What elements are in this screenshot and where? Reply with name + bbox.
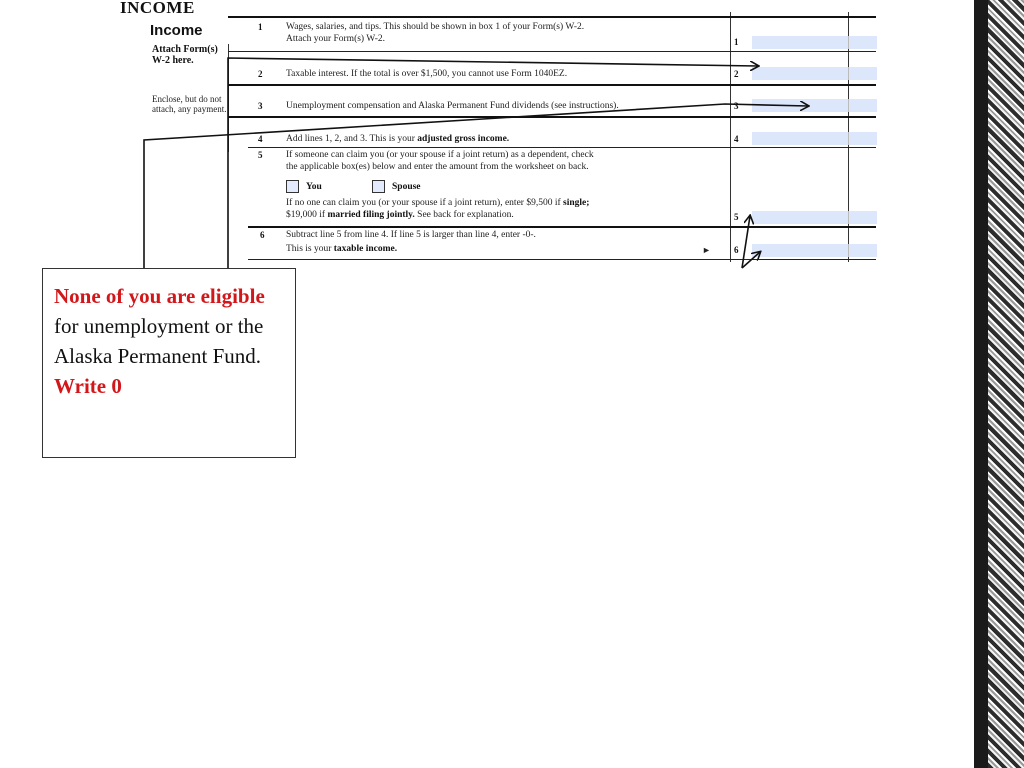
callout-red-tail: Write 0 — [54, 374, 122, 398]
line-4-number: 4 — [258, 134, 263, 144]
line-4-text-a: Add lines 1, 2, and 3. This is your — [286, 134, 415, 144]
line-5-text-3a: If no one can claim you (or your spouse if a joint return), enter $9,500 if — [286, 198, 561, 208]
callout-body: for unemployment or the Alaska Permanent Fund. — [54, 314, 264, 368]
arrow-to-line-5 — [742, 216, 750, 268]
arrow-to-line-3 — [144, 104, 808, 270]
line-5-box-number: 5 — [734, 212, 739, 222]
line-5-text-2: the applicable box(es) below and enter the amount from the worksheet on back. — [286, 162, 589, 172]
line-1-number: 1 — [258, 22, 263, 32]
line-4-text-bold: adjusted gross income. — [417, 134, 510, 144]
line-1-box-number: 1 — [734, 37, 739, 47]
line-6-text-1: Subtract line 5 from line 4. If line 5 is larger than line 4, enter -0-. — [286, 230, 536, 240]
line-3-number: 3 — [258, 101, 263, 111]
line-6-box-number: 6 — [734, 245, 739, 255]
line-5-text-1: If someone can claim you (or your spouse if a joint return) as a dependent, check — [286, 150, 594, 160]
slide-edge-shadow — [974, 0, 988, 768]
line-5-single: single; — [563, 198, 590, 208]
line-6-number: 6 — [260, 230, 265, 240]
line-2-box-number: 2 — [734, 69, 739, 79]
line-6-arrow-icon: ► — [702, 245, 711, 255]
line-5-number: 5 — [258, 150, 263, 160]
line-5-text-4c: See back for explanation. — [417, 210, 514, 220]
checkbox-spouse-label: Spouse — [392, 182, 421, 192]
line-6-text-2a: This is your — [286, 244, 332, 254]
line-1-text: Wages, salaries, and tips. This should be shown in box 1 of your Form(s) W-2. — [286, 22, 585, 32]
line-6-taxable-income: taxable income. — [333, 244, 398, 254]
line-2-number: 2 — [258, 69, 263, 79]
line-5-text-4a: $19,000 if — [286, 210, 326, 220]
line-5-married: married filing jointly. — [327, 210, 415, 220]
annotation-callout — [42, 268, 296, 458]
section-heading: INCOME — [120, 0, 195, 17]
line-1-text-attach: Attach your Form(s) W-2. — [286, 34, 386, 44]
decorative-side-border — [988, 0, 1024, 768]
line-2-text: Taxable interest. If the total is over $1,500, you cannot use Form 1040EZ. — [286, 69, 568, 79]
line-3-box-number: 3 — [734, 101, 739, 111]
attach-w2-note: Attach Form(s) W-2 here. — [152, 44, 218, 66]
arrow-to-line-2 — [228, 58, 758, 270]
callout-red-lead: None of you are eligible — [54, 284, 265, 308]
income-label: Income — [150, 22, 203, 39]
enclose-payment-note: Enclose, but do not attach, any payment. — [152, 94, 227, 114]
line-4-box-number: 4 — [734, 134, 739, 144]
line-3-text: Unemployment compensation and Alaska Permanent Fund dividends (see instructions). — [286, 101, 619, 111]
checkbox-you-label: You — [306, 182, 322, 192]
